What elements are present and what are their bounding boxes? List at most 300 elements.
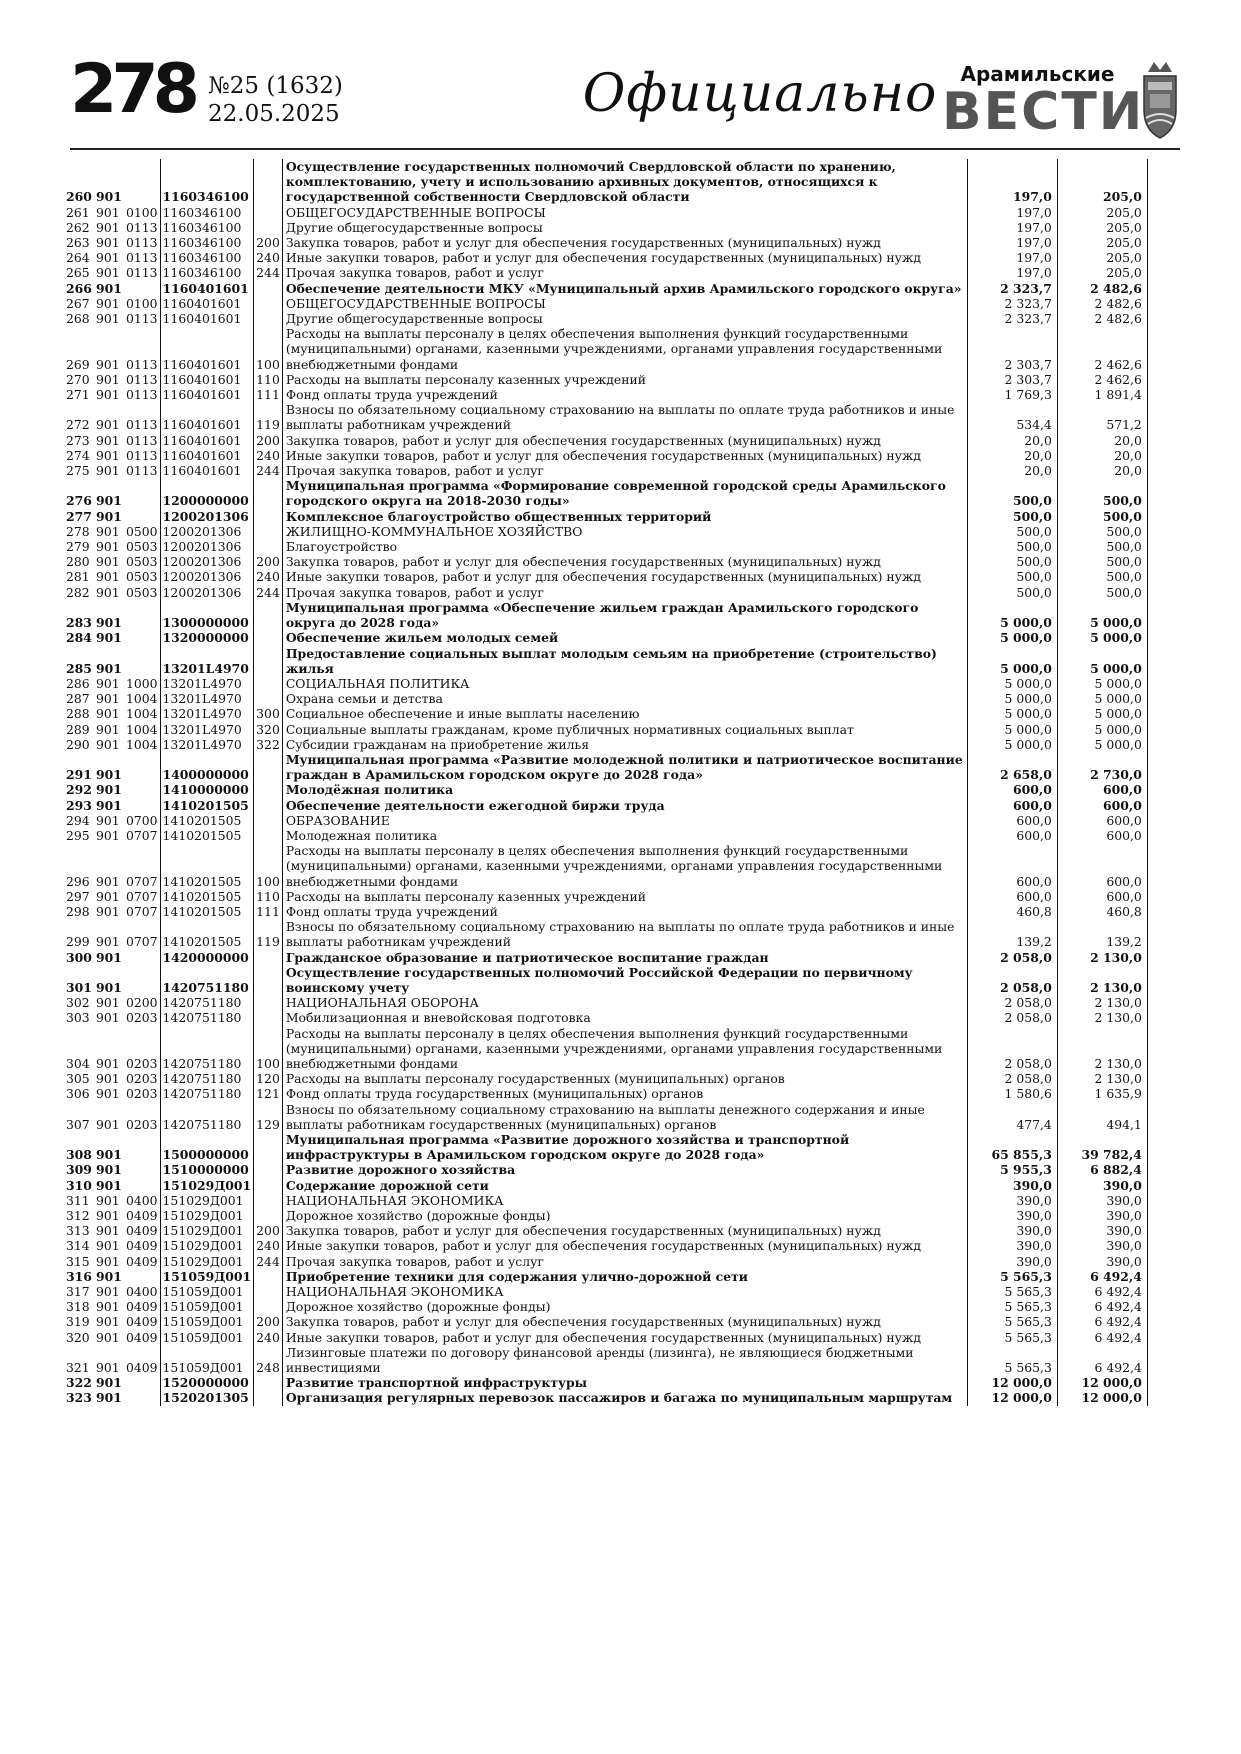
row-number: 296 <box>66 873 90 889</box>
row-number: 275 <box>66 463 90 479</box>
amount-2027: 205,0 <box>1057 265 1147 280</box>
target-article-code: 151029Д001 <box>160 1254 254 1269</box>
section-code: 0503 <box>124 539 160 554</box>
section-code <box>124 1375 160 1390</box>
expense-type-code: 200 <box>254 433 283 448</box>
admin-code: 901 <box>96 280 122 296</box>
expense-type-code: 119 <box>254 402 283 432</box>
row-number: 282 <box>66 584 90 600</box>
table-row <box>66 1178 1147 1193</box>
row-name: Комплексное благоустройство общественных территорий <box>282 509 967 524</box>
table-row <box>66 828 1147 843</box>
row-number: 307 <box>66 1116 90 1132</box>
section-code: 0200 <box>124 995 160 1010</box>
table-row <box>66 326 1147 372</box>
section-code: 0113 <box>124 220 160 235</box>
table-row <box>66 509 1147 524</box>
section-code: 0707 <box>124 919 160 949</box>
table-row <box>66 737 1147 752</box>
amount-2026: 197,0 <box>967 220 1057 235</box>
admin-code: 901 <box>96 265 120 281</box>
target-article-code: 151059Д001 <box>160 1345 254 1375</box>
table-row <box>66 752 1147 782</box>
row-name: Дорожное хозяйство (дорожные фонды) <box>282 1299 967 1314</box>
row-number: 318 <box>66 1299 90 1315</box>
row-number: 286 <box>66 675 90 691</box>
admin-code: 901 <box>96 250 120 266</box>
target-article-code: 1420751180 <box>160 1071 254 1086</box>
section-code: 0203 <box>124 1102 160 1132</box>
row-name: Обеспечение жильем молодых семей <box>282 630 967 645</box>
amount-2026: 5 565,3 <box>967 1314 1057 1329</box>
amount-2027: 12 000,0 <box>1057 1390 1147 1405</box>
amount-2026: 5 955,3 <box>967 1162 1057 1177</box>
amount-2026: 390,0 <box>967 1193 1057 1208</box>
amount-2027: 2 462,6 <box>1057 372 1147 387</box>
row-number: 266 <box>66 280 92 296</box>
table-row <box>66 539 1147 554</box>
row-name: Другие общегосударственные вопросы <box>282 311 967 326</box>
target-article-code: 1160401601 <box>160 372 254 387</box>
amount-2027: 2 130,0 <box>1057 950 1147 965</box>
amount-2026: 2 323,7 <box>967 296 1057 311</box>
target-article-code: 1300000000 <box>160 600 254 630</box>
amount-2026: 2 058,0 <box>967 995 1057 1010</box>
admin-code: 901 <box>96 204 120 220</box>
expense-type-code <box>254 630 283 645</box>
amount-2027: 2 482,6 <box>1057 311 1147 326</box>
section-code: 0503 <box>124 554 160 569</box>
row-number: 284 <box>66 630 92 646</box>
amount-2026: 65 855,3 <box>967 1132 1057 1162</box>
table-row <box>66 1223 1147 1238</box>
admin-code: 901 <box>96 630 122 646</box>
amount-2027: 5 000,0 <box>1057 646 1147 676</box>
expense-type-code <box>254 524 283 539</box>
target-article-code: 151029Д001 <box>160 1178 254 1193</box>
budget-table <box>66 159 1148 1406</box>
amount-2026: 477,4 <box>967 1102 1057 1132</box>
row-number: 268 <box>66 311 90 327</box>
amount-2026: 197,0 <box>967 235 1057 250</box>
table-row <box>66 1375 1147 1390</box>
issue-date: 22.05.2025 <box>208 101 340 127</box>
row-number: 316 <box>66 1268 92 1284</box>
amount-2026: 600,0 <box>967 813 1057 828</box>
row-name: Развитие дорожного хозяйства <box>282 1162 967 1177</box>
row-number: 311 <box>66 1192 90 1208</box>
amount-2026: 600,0 <box>967 782 1057 797</box>
expense-type-code <box>254 1178 283 1193</box>
amount-2026: 197,0 <box>967 205 1057 220</box>
expense-type-code: 110 <box>254 889 283 904</box>
amount-2026: 500,0 <box>967 585 1057 600</box>
amount-2026: 1 769,3 <box>967 387 1057 402</box>
row-number: 276 <box>66 493 92 509</box>
amount-2027: 600,0 <box>1057 782 1147 797</box>
amount-2026: 2 323,7 <box>967 311 1057 326</box>
expense-type-code: 120 <box>254 1071 283 1086</box>
admin-code: 901 <box>96 1329 120 1345</box>
row-number: 294 <box>66 812 90 828</box>
table-row <box>66 646 1147 676</box>
target-article-code: 1160346100 <box>160 159 254 205</box>
target-article-code: 1410201505 <box>160 904 254 919</box>
admin-code: 901 <box>96 387 120 403</box>
expense-type-code: 200 <box>254 235 283 250</box>
section-code <box>124 478 160 508</box>
table-row <box>66 220 1147 235</box>
row-number: 299 <box>66 934 90 950</box>
row-number: 320 <box>66 1329 90 1345</box>
section-code <box>124 600 160 630</box>
admin-code: 901 <box>96 691 120 707</box>
expense-type-code: 100 <box>254 843 283 889</box>
amount-2026: 1 580,6 <box>967 1086 1057 1101</box>
amount-2027: 5 000,0 <box>1057 722 1147 737</box>
section-code <box>124 509 160 524</box>
section-code: 0409 <box>124 1208 160 1223</box>
row-name: Другие общегосударственные вопросы <box>282 220 967 235</box>
target-article-code: 1410201505 <box>160 889 254 904</box>
admin-code: 901 <box>96 569 120 585</box>
table-row <box>66 1299 1147 1314</box>
amount-2026: 2 303,7 <box>967 326 1057 372</box>
target-article-code: 1160346100 <box>160 250 254 265</box>
section-code: 0400 <box>124 1193 160 1208</box>
section-code: 0409 <box>124 1254 160 1269</box>
row-number: 273 <box>66 432 90 448</box>
target-article-code: 1420751180 <box>160 1102 254 1132</box>
table-row <box>66 281 1147 296</box>
section-code <box>124 281 160 296</box>
target-article-code: 151059Д001 <box>160 1269 254 1284</box>
section-code: 0409 <box>124 1345 160 1375</box>
section-code: 1004 <box>124 691 160 706</box>
target-article-code: 1160346100 <box>160 265 254 280</box>
expense-type-code <box>254 965 283 995</box>
section-code: 0203 <box>124 1086 160 1101</box>
admin-code: 901 <box>96 1284 120 1300</box>
target-article-code: 1510000000 <box>160 1162 254 1177</box>
target-article-code: 1160401601 <box>160 448 254 463</box>
table-row <box>66 1238 1147 1253</box>
amount-2027: 600,0 <box>1057 889 1147 904</box>
amount-2026: 5 000,0 <box>967 706 1057 721</box>
table-row <box>66 1269 1147 1284</box>
section-code: 0203 <box>124 1010 160 1025</box>
target-article-code: 1410201505 <box>160 919 254 949</box>
row-number: 303 <box>66 1010 90 1026</box>
admin-code: 901 <box>96 447 120 463</box>
table-row <box>66 1330 1147 1345</box>
table-row <box>66 524 1147 539</box>
amount-2026: 5 000,0 <box>967 600 1057 630</box>
row-name: Фонд оплаты труда учреждений <box>282 904 967 919</box>
amount-2027: 6 492,4 <box>1057 1314 1147 1329</box>
admin-code: 901 <box>96 1375 122 1391</box>
row-name: Расходы на выплаты персоналу казенных учреждений <box>282 372 967 387</box>
row-number: 305 <box>66 1071 90 1087</box>
table-row <box>66 585 1147 600</box>
row-number: 271 <box>66 387 90 403</box>
section-code: 0113 <box>124 235 160 250</box>
section-code <box>124 1132 160 1162</box>
target-article-code: 1400000000 <box>160 752 254 782</box>
amount-2027: 1 635,9 <box>1057 1086 1147 1101</box>
expense-type-code <box>254 1010 283 1025</box>
section-code: 0203 <box>124 1026 160 1072</box>
expense-type-code: 244 <box>254 1254 283 1269</box>
amount-2026: 390,0 <box>967 1223 1057 1238</box>
table-row <box>66 706 1147 721</box>
issue-number: №25 (1632) <box>208 73 343 99</box>
target-article-code: 13201L4970 <box>160 646 254 676</box>
admin-code: 901 <box>96 675 120 691</box>
admin-code: 901 <box>96 934 120 950</box>
amount-2026: 5 000,0 <box>967 630 1057 645</box>
target-article-code: 1160401601 <box>160 296 254 311</box>
amount-2026: 500,0 <box>967 569 1057 584</box>
amount-2026: 534,4 <box>967 402 1057 432</box>
row-number: 317 <box>66 1284 90 1300</box>
row-name: СОЦИАЛЬНАЯ ПОЛИТИКА <box>282 676 967 691</box>
amount-2027: 20,0 <box>1057 463 1147 478</box>
table-row <box>66 1162 1147 1177</box>
row-number: 322 <box>66 1375 92 1391</box>
admin-code: 901 <box>96 356 120 372</box>
section-code: 1004 <box>124 737 160 752</box>
target-article-code: 13201L4970 <box>160 722 254 737</box>
row-number: 323 <box>66 1390 92 1406</box>
target-article-code: 151059Д001 <box>160 1284 254 1299</box>
table-row <box>66 995 1147 1010</box>
target-article-code: 1160346100 <box>160 235 254 250</box>
amount-2027: 5 000,0 <box>1057 691 1147 706</box>
amount-2026: 5 565,3 <box>967 1345 1057 1375</box>
amount-2026: 5 000,0 <box>967 676 1057 691</box>
table-row <box>66 402 1147 432</box>
row-number: 290 <box>66 736 90 752</box>
target-article-code: 1200201306 <box>160 585 254 600</box>
row-number: 293 <box>66 797 92 813</box>
admin-code: 901 <box>96 660 122 676</box>
expense-type-code: 240 <box>254 1238 283 1253</box>
target-article-code: 151029Д001 <box>160 1208 254 1223</box>
amount-2026: 139,2 <box>967 919 1057 949</box>
target-article-code: 1200201306 <box>160 524 254 539</box>
target-article-code: 1160401601 <box>160 326 254 372</box>
section-code <box>124 1269 160 1284</box>
admin-code: 901 <box>96 1055 120 1071</box>
amount-2026: 600,0 <box>967 798 1057 813</box>
admin-code: 901 <box>96 1208 120 1224</box>
expense-type-code: 244 <box>254 585 283 600</box>
expense-type-code: 200 <box>254 554 283 569</box>
section-code: 1004 <box>124 722 160 737</box>
amount-2027: 1 891,4 <box>1057 387 1147 402</box>
row-number: 295 <box>66 827 90 843</box>
amount-2027: 500,0 <box>1057 478 1147 508</box>
target-article-code: 13201L4970 <box>160 676 254 691</box>
amount-2027: 600,0 <box>1057 813 1147 828</box>
table-row <box>66 387 1147 402</box>
amount-2026: 197,0 <box>967 250 1057 265</box>
row-number: 265 <box>66 265 90 281</box>
target-article-code: 13201L4970 <box>160 706 254 721</box>
target-article-code: 1160401601 <box>160 433 254 448</box>
expense-type-code: 200 <box>254 1314 283 1329</box>
row-name: Социальное обеспечение и иные выплаты населению <box>282 706 967 721</box>
amount-2026: 5 000,0 <box>967 691 1057 706</box>
admin-code: 901 <box>96 1268 122 1284</box>
section-code: 0503 <box>124 569 160 584</box>
table-row <box>66 478 1147 508</box>
section-code: 0113 <box>124 311 160 326</box>
target-article-code: 1200201306 <box>160 509 254 524</box>
expense-type-code: 322 <box>254 737 283 752</box>
section-code <box>124 646 160 676</box>
target-article-code: 1420751180 <box>160 1086 254 1101</box>
amount-2027: 6 492,4 <box>1057 1269 1147 1284</box>
target-article-code: 1420000000 <box>160 950 254 965</box>
amount-2027: 500,0 <box>1057 585 1147 600</box>
admin-code: 901 <box>96 995 120 1011</box>
target-article-code: 151029Д001 <box>160 1223 254 1238</box>
expense-type-code: 111 <box>254 904 283 919</box>
amount-2026: 5 565,3 <box>967 1330 1057 1345</box>
admin-code: 901 <box>96 463 120 479</box>
amount-2026: 20,0 <box>967 448 1057 463</box>
amount-2027: 2 482,6 <box>1057 296 1147 311</box>
row-number: 269 <box>66 356 90 372</box>
row-name: Молодежная политика <box>282 828 967 843</box>
amount-2026: 460,8 <box>967 904 1057 919</box>
row-number: 319 <box>66 1314 90 1330</box>
row-number: 292 <box>66 782 92 798</box>
table-row <box>66 569 1147 584</box>
row-name: Осуществление государственных полномочий Свердловской области по хранению, комплектованию, учету и использованию архивных документов, относящихся к государственной собственности Свердловской области <box>282 159 967 205</box>
expense-type-code <box>254 1284 283 1299</box>
expense-type-code: 300 <box>254 706 283 721</box>
row-name: Прочая закупка товаров, работ и услуг <box>282 463 967 478</box>
expense-type-code <box>254 509 283 524</box>
admin-code: 901 <box>96 584 120 600</box>
row-name: ОБРАЗОВАНИЕ <box>282 813 967 828</box>
row-name: Иные закупки товаров, работ и услуг для обеспечения государственных (муниципальных) нужд <box>282 448 967 463</box>
amount-2026: 390,0 <box>967 1208 1057 1223</box>
amount-2027: 2 730,0 <box>1057 752 1147 782</box>
row-name: Прочая закупка товаров, работ и услуг <box>282 265 967 280</box>
target-article-code: 1410201505 <box>160 798 254 813</box>
row-name: Расходы на выплаты персоналу в целях обеспечения выполнения функций государственными (муниципальными) органами, казенными учреждениями, органами управления государственными внебюджетными фондами <box>282 843 967 889</box>
table-row <box>66 1314 1147 1329</box>
table-row <box>66 798 1147 813</box>
table-row <box>66 235 1147 250</box>
section-code: 0707 <box>124 889 160 904</box>
row-number: 289 <box>66 721 90 737</box>
row-number: 297 <box>66 888 90 904</box>
row-number: 298 <box>66 903 90 919</box>
amount-2026: 5 565,3 <box>967 1299 1057 1314</box>
expense-type-code <box>254 676 283 691</box>
table-row <box>66 1390 1147 1405</box>
target-article-code: 151029Д001 <box>160 1238 254 1253</box>
amount-2027: 571,2 <box>1057 402 1147 432</box>
row-name: Организация регулярных перевозок пассажиров и багажа по муниципальным маршрутам <box>282 1390 967 1405</box>
admin-code: 901 <box>96 1086 120 1102</box>
table-row <box>66 1284 1147 1299</box>
row-number: 285 <box>66 660 92 676</box>
row-name: Охрана семьи и детства <box>282 691 967 706</box>
admin-code: 901 <box>96 903 120 919</box>
admin-code: 901 <box>96 615 122 631</box>
row-number: 267 <box>66 295 90 311</box>
amount-2027: 500,0 <box>1057 569 1147 584</box>
amount-2027: 390,0 <box>1057 1223 1147 1238</box>
expense-type-code <box>254 950 283 965</box>
admin-code: 901 <box>96 1390 122 1406</box>
amount-2026: 390,0 <box>967 1238 1057 1253</box>
expense-type-code <box>254 752 283 782</box>
section-code: 0409 <box>124 1299 160 1314</box>
table-row <box>66 600 1147 630</box>
amount-2026: 5 000,0 <box>967 646 1057 676</box>
target-article-code: 151059Д001 <box>160 1330 254 1345</box>
row-number: 264 <box>66 250 90 266</box>
amount-2027: 205,0 <box>1057 250 1147 265</box>
admin-code: 901 <box>96 1253 120 1269</box>
expense-type-code: 100 <box>254 326 283 372</box>
expense-type-code: 320 <box>254 722 283 737</box>
section-code: 0113 <box>124 433 160 448</box>
row-name: ОБЩЕГОСУДАРСТВЕННЫЕ ВОПРОСЫ <box>282 296 967 311</box>
amount-2026: 600,0 <box>967 828 1057 843</box>
section-code: 0113 <box>124 387 160 402</box>
admin-code: 901 <box>96 1192 120 1208</box>
row-name: Муниципальная программа «Формирование современной городской среды Арамильского городского округа на 2018-2030 годы» <box>282 478 967 508</box>
amount-2026: 390,0 <box>967 1254 1057 1269</box>
target-article-code: 1160401601 <box>160 463 254 478</box>
expense-type-code: 111 <box>254 387 283 402</box>
row-name: Прочая закупка товаров, работ и услуг <box>282 585 967 600</box>
row-number: 308 <box>66 1147 92 1163</box>
target-article-code: 1160346100 <box>160 205 254 220</box>
row-number: 277 <box>66 508 92 524</box>
admin-code: 901 <box>96 767 122 783</box>
admin-code: 901 <box>96 1360 120 1376</box>
section-code <box>124 965 160 995</box>
amount-2027: 2 130,0 <box>1057 1010 1147 1025</box>
section-code <box>124 1162 160 1177</box>
admin-code: 901 <box>96 782 122 798</box>
row-number: 306 <box>66 1086 90 1102</box>
row-number: 310 <box>66 1177 92 1193</box>
admin-code: 901 <box>96 295 120 311</box>
row-number: 263 <box>66 235 90 251</box>
amount-2027: 12 000,0 <box>1057 1375 1147 1390</box>
admin-code: 901 <box>96 1147 122 1163</box>
expense-type-code <box>254 159 283 205</box>
target-article-code: 1320000000 <box>160 630 254 645</box>
row-number: 280 <box>66 554 90 570</box>
amount-2026: 2 058,0 <box>967 1071 1057 1086</box>
admin-code: 901 <box>96 219 120 235</box>
expense-type-code: 200 <box>254 1223 283 1238</box>
amount-2026: 600,0 <box>967 843 1057 889</box>
target-article-code: 1420751180 <box>160 995 254 1010</box>
table-row <box>66 1193 1147 1208</box>
